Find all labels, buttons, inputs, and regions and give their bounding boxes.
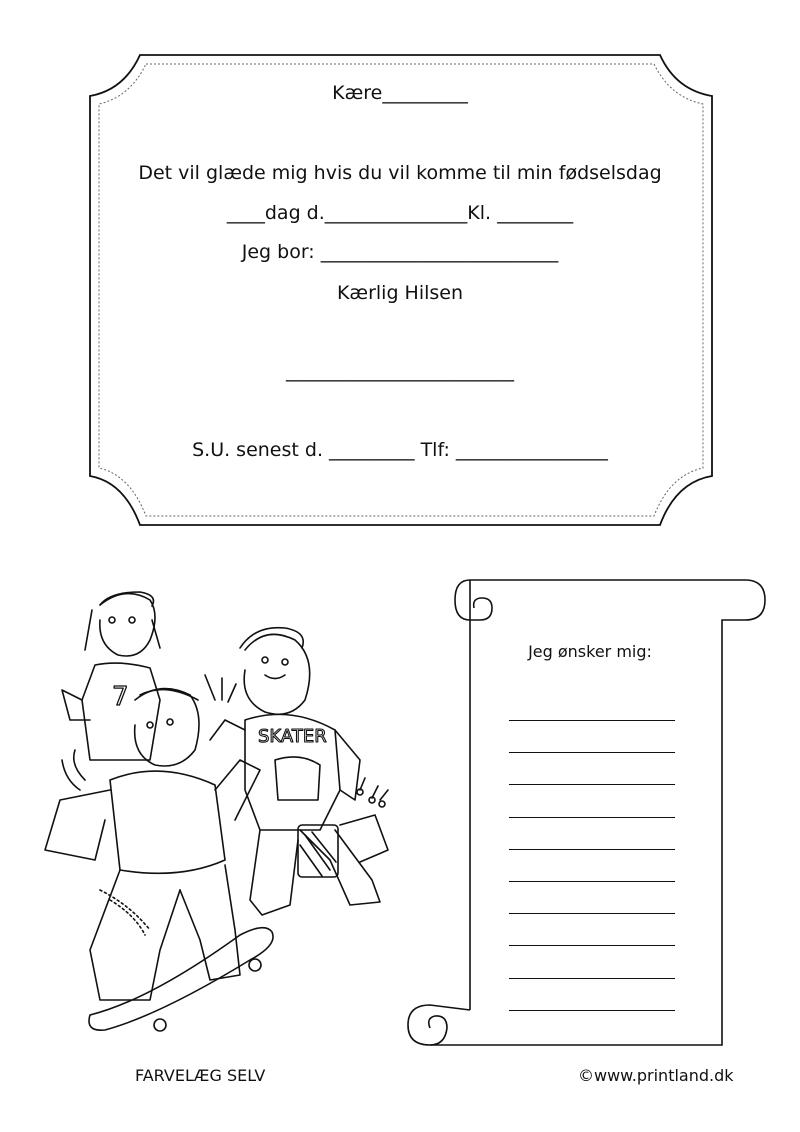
wishlist-blank-line bbox=[509, 849, 675, 850]
wishlist-blank-line bbox=[509, 913, 675, 914]
address-line: Jeg bor: _________________________ bbox=[241, 241, 559, 263]
invite-text: Det vil glæde mig hvis du vil komme til min fødselsdag bbox=[138, 162, 662, 184]
closing-text: Kærlig Hilsen bbox=[336, 282, 464, 304]
wishlist-blank-line bbox=[509, 881, 675, 882]
wishlist-blank-line bbox=[509, 752, 675, 753]
date-time-line: ____dag d._______________Kl. ________ bbox=[226, 202, 574, 224]
svg-text:SKATER: SKATER bbox=[258, 726, 327, 747]
wishlist-title: Jeg ønsker mig: bbox=[528, 642, 652, 661]
wishlist-blank-line bbox=[509, 817, 675, 818]
wishlist-blank-line bbox=[509, 1010, 675, 1011]
footer-copyright: ©www.printland.dk bbox=[578, 1066, 734, 1085]
kids-skating-illustration bbox=[45, 592, 388, 1031]
svg-text:7: 7 bbox=[112, 682, 129, 712]
greeting-line: Kære_________ bbox=[332, 82, 468, 104]
signature-line: ________________________ bbox=[286, 360, 514, 382]
footer-coloring-note: FARVELÆG SELV bbox=[135, 1066, 266, 1085]
wishlist-blank-line bbox=[509, 720, 675, 721]
wishlist-blank-line bbox=[509, 945, 675, 946]
rsvp-line: S.U. senest d. _________ Tlf: ________________ bbox=[192, 439, 608, 461]
wishlist-blank-line bbox=[509, 784, 675, 785]
wishlist-blank-line bbox=[509, 978, 675, 979]
